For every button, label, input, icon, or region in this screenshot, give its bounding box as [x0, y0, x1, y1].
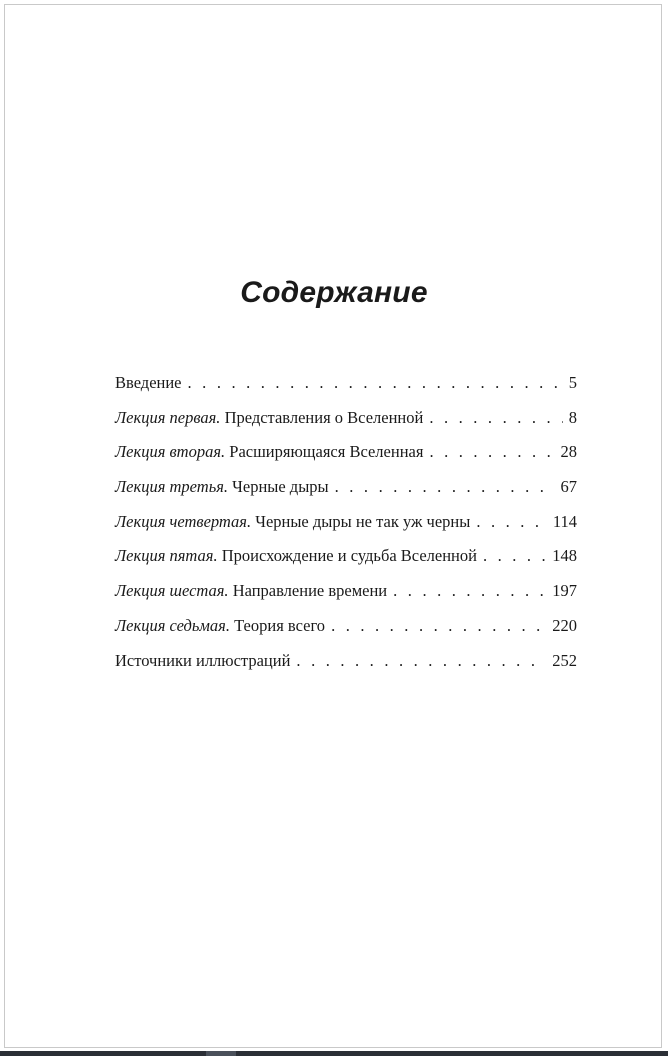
dot-leader: [429, 439, 554, 465]
toc-entry-page: 197: [552, 581, 577, 601]
page-title: Содержание: [240, 276, 428, 310]
toc-entry-title: Источники иллюстраций: [115, 650, 291, 670]
dot-leader: [476, 509, 547, 535]
toc-entry-label: [115, 543, 477, 569]
toc-entry-prefix: Лекция шестая.: [115, 581, 229, 601]
toc-entry-title: Расширяющаяся Вселенная: [229, 442, 424, 462]
dot-leader: [335, 474, 555, 500]
toc-entry-title: Представления о Вселенной: [224, 407, 424, 427]
toc-entry-lecture-6[interactable]: [115, 578, 577, 613]
toc-entry-label: [115, 509, 470, 535]
toc-entry-label: [115, 613, 325, 639]
toc-entry-lecture-5[interactable]: [115, 543, 577, 578]
table-of-contents: [115, 370, 577, 682]
toc-entry-page: 67: [560, 477, 577, 497]
toc-entry-label: [115, 405, 423, 431]
toc-entry-label: [115, 474, 329, 500]
dot-leader: [331, 613, 546, 639]
toc-entry-page: 252: [552, 650, 577, 670]
toc-entry-title: Направление времени: [232, 581, 388, 601]
toc-entry-lecture-2[interactable]: [115, 439, 577, 474]
toc-entry-title: Теория всего: [234, 615, 326, 635]
toc-entry-label: [115, 370, 182, 396]
toc-entry-lecture-3[interactable]: [115, 474, 577, 509]
toc-entry-prefix: Лекция пятая.: [115, 546, 218, 566]
toc-entry-prefix: Лекция третья.: [115, 477, 229, 497]
toc-entry-label: [115, 648, 290, 674]
dot-leader: [393, 578, 546, 604]
toc-entry-title: Черные дыры не так уж черны: [255, 511, 471, 531]
toc-entry-prefix: Лекция первая.: [115, 407, 221, 427]
toc-entry-lecture-4[interactable]: [115, 509, 577, 544]
toc-entry-lecture-1[interactable]: [115, 405, 577, 440]
dot-leader: [483, 543, 546, 569]
toc-entry-title: Черные дыры: [232, 477, 329, 497]
toc-entry-prefix: Лекция четвертая.: [115, 511, 252, 531]
toc-entry-page: 8: [568, 407, 577, 427]
dot-leader: [188, 370, 563, 396]
viewer-bottom-bar-segment: [206, 1051, 236, 1056]
toc-entry-title: Происхождение и судьба Вселенной: [221, 546, 477, 566]
toc-entry-page: 5: [568, 373, 577, 392]
toc-entry-page: 114: [552, 511, 577, 531]
toc-entry-prefix: Лекция седьмая.: [115, 615, 230, 635]
toc-entry-label: [115, 439, 423, 465]
viewer-bottom-bar: [0, 1051, 668, 1056]
toc-entry-page: 148: [552, 546, 577, 566]
toc-entry-label: [115, 578, 387, 604]
toc-entry-page: 28: [560, 442, 577, 462]
toc-entry-title: Введение: [115, 373, 182, 392]
dot-leader: [296, 648, 546, 674]
toc-entry-lecture-7[interactable]: [115, 613, 577, 648]
toc-entry-page: 220: [552, 615, 577, 635]
toc-entry-prefix: Лекция вторая.: [115, 442, 226, 462]
dot-leader: [429, 405, 562, 431]
toc-entry-illustration-sources[interactable]: [115, 648, 577, 683]
toc-entry-introduction[interactable]: [115, 370, 577, 405]
